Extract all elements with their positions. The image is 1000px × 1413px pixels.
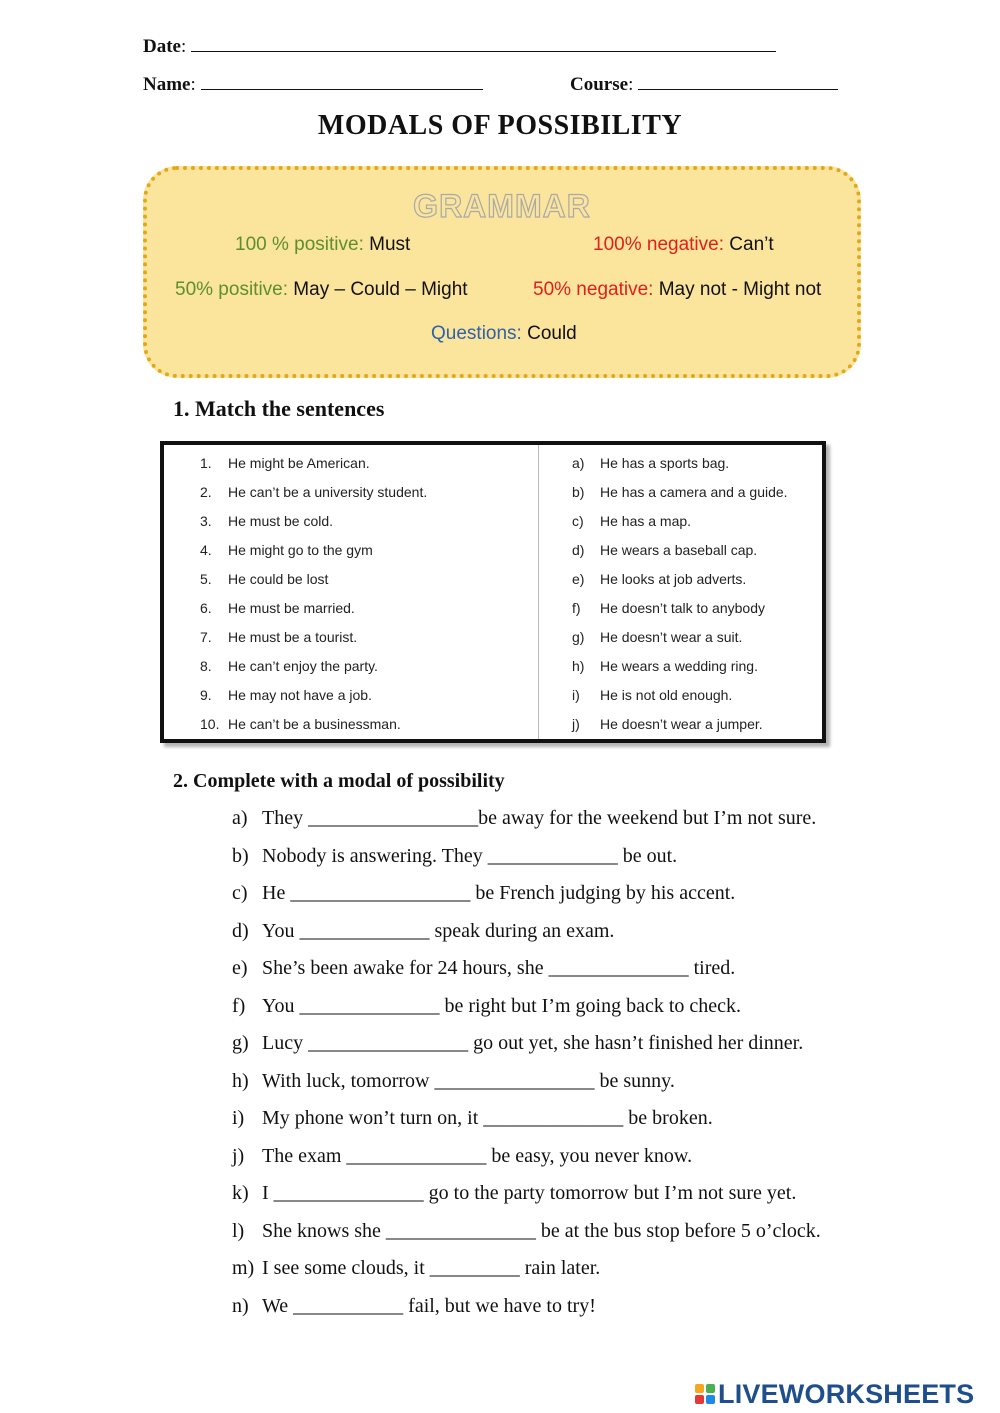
exercise-item[interactable]	[232, 1142, 821, 1180]
item-letter: b)	[572, 484, 585, 500]
exercise-text: She’s been awake for 24 hours, she ______________ tired.	[262, 957, 736, 979]
match-left-column	[200, 453, 427, 743]
date-row	[143, 36, 776, 58]
exercise-letter: e)	[232, 957, 248, 979]
item-text: He may not have a job.	[228, 687, 372, 703]
grammar-label: 100 % positive:	[235, 234, 364, 255]
match-table	[160, 441, 826, 743]
grammar-negative-100	[593, 234, 774, 256]
exercise-text: I _______________ go to the party tomorrow but I’m not sure yet.	[262, 1182, 797, 1204]
item-letter: i)	[572, 687, 580, 703]
match-left-item	[200, 482, 427, 511]
exercise-text: We ___________ fail, but we have to try!	[262, 1294, 596, 1317]
match-right-item	[572, 627, 788, 656]
name-field[interactable]	[201, 75, 483, 90]
grammar-label: 50% negative:	[533, 279, 654, 300]
item-letter: f)	[572, 600, 581, 616]
match-left-item	[200, 540, 427, 569]
grammar-value: May – Could – Might	[293, 279, 468, 300]
grammar-value: May not - Might not	[658, 279, 822, 300]
item-text: He must be a tourist.	[228, 629, 358, 645]
exercise-item[interactable]	[232, 1217, 821, 1255]
item-letter: a)	[572, 455, 585, 471]
exercise-text: With luck, tomorrow ________________ be sunny.	[262, 1069, 675, 1092]
grammar-label: 100% negative:	[593, 234, 724, 255]
exercise-letter: j)	[232, 1144, 245, 1167]
name-colon: :	[190, 74, 196, 95]
name-label: Name	[143, 74, 191, 95]
item-text: He must be cold.	[228, 513, 334, 529]
exercise-text: You _____________ speak during an exam.	[262, 919, 615, 942]
match-right-item	[572, 453, 788, 482]
item-letter: h)	[572, 658, 585, 674]
match-right-item	[572, 685, 788, 714]
logo-mark-icon	[695, 1384, 715, 1404]
item-number: 5.	[200, 571, 212, 587]
item-text: He could be lost	[228, 571, 329, 587]
exercise-text: My phone won’t turn on, it ______________ be broken.	[262, 1107, 713, 1129]
logo-text: LIVEWORKSHEETS	[718, 1378, 975, 1409]
grammar-positive-100	[235, 234, 410, 256]
item-number: 1.	[200, 455, 212, 471]
exercise-letter: h)	[232, 1069, 249, 1092]
table-divider	[538, 445, 539, 739]
date-label: Date	[143, 36, 181, 57]
match-left-item	[200, 627, 427, 656]
exercise-item[interactable]	[232, 804, 821, 842]
logo-square	[706, 1395, 715, 1404]
exercise-letter: n)	[232, 1294, 249, 1317]
exercise-letter: f)	[232, 994, 246, 1017]
item-text: He doesn’t talk to anybody	[600, 600, 765, 616]
item-text: He looks at job adverts.	[600, 571, 747, 587]
grammar-box	[143, 166, 861, 378]
exercise-item[interactable]	[232, 1029, 821, 1067]
item-number: 9.	[200, 687, 212, 703]
item-number: 10.	[200, 716, 220, 732]
match-right-column	[572, 453, 788, 743]
match-left-item	[200, 685, 427, 714]
match-left-item	[200, 453, 427, 482]
match-right-item	[572, 714, 788, 743]
item-letter: e)	[572, 571, 585, 587]
item-text: He might go to the gym	[228, 542, 373, 558]
exercise-text: She knows she _______________ be at the bus stop before 5 o’clock.	[262, 1219, 821, 1242]
exercise-text: I see some clouds, it _________ rain later.	[262, 1257, 601, 1279]
item-letter: j)	[572, 716, 580, 732]
match-left-item	[200, 656, 427, 685]
match-right-item	[572, 540, 788, 569]
match-left-item	[200, 569, 427, 598]
item-text: He can’t be a university student.	[228, 484, 428, 500]
item-number: 2.	[200, 484, 212, 500]
exercise-letter: g)	[232, 1032, 249, 1054]
exercise-list	[232, 804, 821, 1329]
item-number: 7.	[200, 629, 212, 645]
grammar-value: Can’t	[729, 234, 774, 255]
exercise-item[interactable]	[232, 842, 821, 880]
match-right-item	[572, 569, 788, 598]
item-letter: c)	[572, 513, 584, 529]
section-1-title: 1. Match the sentences	[173, 396, 385, 421]
date-field[interactable]	[191, 37, 776, 52]
grammar-value: Must	[369, 234, 411, 255]
grammar-value: Could	[527, 323, 577, 344]
item-text: He might be American.	[228, 455, 370, 471]
page-title: MODALS OF POSSIBILITY	[317, 110, 683, 141]
item-number: 4.	[200, 542, 212, 558]
exercise-letter: m)	[232, 1257, 255, 1279]
item-text: He must be married.	[228, 600, 355, 616]
match-right-item	[572, 656, 788, 685]
grammar-questions	[431, 323, 577, 345]
exercise-letter: c)	[232, 882, 248, 904]
exercise-item[interactable]	[232, 1179, 821, 1217]
exercise-item[interactable]	[232, 1292, 821, 1330]
item-text: He doesn’t wear a jumper.	[600, 716, 763, 732]
name-row	[143, 74, 483, 96]
exercise-letter: a)	[232, 807, 248, 829]
item-text: He is not old enough.	[600, 687, 733, 703]
exercise-item[interactable]	[232, 1254, 821, 1292]
date-colon: :	[180, 36, 187, 57]
match-left-item	[200, 714, 427, 743]
exercise-item[interactable]	[232, 1067, 821, 1105]
match-left-item	[200, 511, 427, 540]
exercise-item[interactable]	[232, 992, 821, 1030]
item-text: He wears a wedding ring.	[600, 658, 758, 674]
logo-square	[706, 1384, 715, 1393]
item-text: He has a sports bag.	[600, 455, 730, 471]
exercise-letter: b)	[232, 844, 249, 867]
item-number: 8.	[200, 658, 212, 674]
item-text: He can’t be a businessman.	[228, 716, 401, 732]
item-text: He can’t enjoy the party.	[228, 658, 378, 674]
course-row	[570, 74, 838, 96]
exercise-letter: l)	[232, 1219, 245, 1242]
logo-square	[695, 1384, 704, 1393]
grammar-label: 50% positive:	[175, 279, 289, 300]
exercise-letter: i)	[232, 1107, 245, 1129]
exercise-text: The exam ______________ be easy, you never know.	[262, 1144, 693, 1167]
exercise-text: He __________________ be French judging by his accent.	[262, 882, 736, 904]
item-text: He wears a baseball cap.	[600, 542, 758, 558]
exercise-text: Lucy ________________ go out yet, she hasn’t finished her dinner.	[262, 1032, 804, 1054]
exercise-text: They _________________be away for the weekend but I’m not sure.	[262, 807, 817, 829]
logo-square	[695, 1395, 704, 1404]
exercise-item[interactable]	[232, 954, 821, 992]
course-field[interactable]	[638, 75, 838, 90]
match-right-item	[572, 598, 788, 627]
exercise-item[interactable]	[232, 917, 821, 955]
grammar-label: Questions:	[431, 323, 522, 344]
match-left-item	[200, 598, 427, 627]
course-label: Course	[570, 74, 629, 95]
exercise-letter: k)	[232, 1182, 249, 1204]
exercise-text: You ______________ be right but I’m going back to check.	[262, 994, 742, 1017]
item-text: He doesn’t wear a suit.	[600, 629, 743, 645]
grammar-negative-50	[533, 279, 821, 301]
item-text: He has a camera and a guide.	[600, 484, 788, 500]
course-colon: :	[628, 74, 634, 95]
item-number: 3.	[200, 513, 212, 529]
section-2-title: 2. Complete with a modal of possibility	[173, 770, 505, 792]
item-letter: d)	[572, 542, 585, 558]
item-letter: g)	[572, 629, 585, 645]
grammar-heading: GRAMMAR	[413, 188, 591, 224]
item-text: He has a map.	[600, 513, 692, 529]
exercise-item[interactable]	[232, 1104, 821, 1142]
exercise-item[interactable]	[232, 879, 821, 917]
match-right-item	[572, 511, 788, 540]
item-number: 6.	[200, 600, 212, 616]
liveworksheets-logo[interactable]	[695, 1378, 974, 1410]
exercise-letter: d)	[232, 919, 249, 942]
grammar-positive-50	[175, 279, 468, 301]
match-right-item	[572, 482, 788, 511]
exercise-text: Nobody is answering. They _____________ be out.	[262, 844, 678, 867]
